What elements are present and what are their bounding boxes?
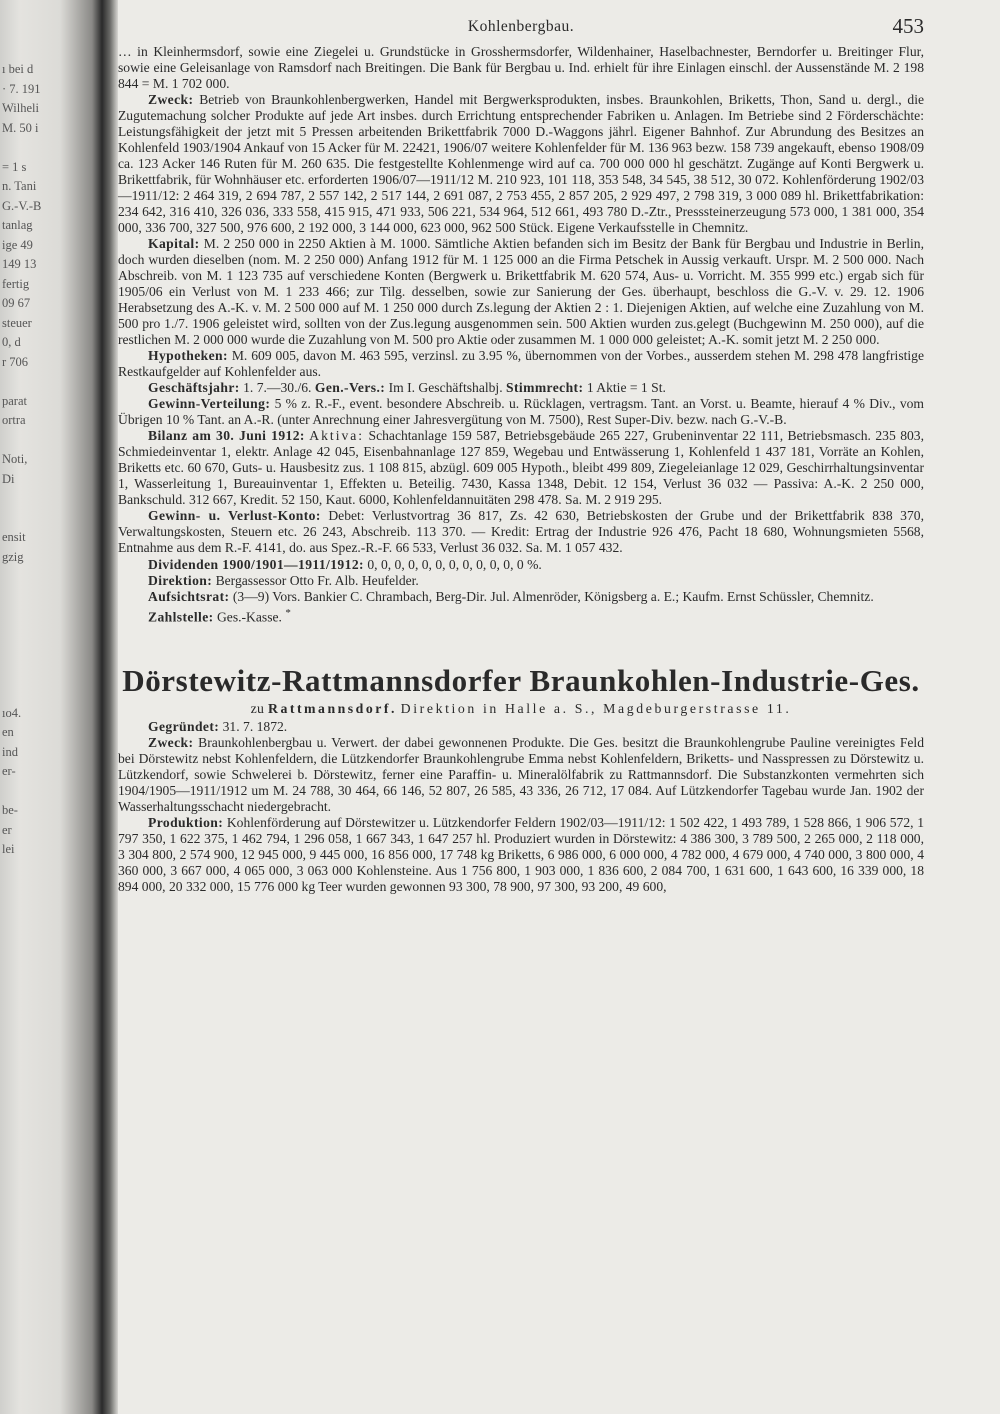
left-fragment-34: en bbox=[2, 725, 14, 739]
hypotheken-paragraph: Hypotheken: M. 609 005, davon M. 463 595, verzinsl. zu 3.95 %, übernommen von der Vorbes., ausserdem stehen M. 298 478 langfristige Restkaufgelder auf Kohlenfelder aus. bbox=[118, 348, 924, 380]
previous-page-fragments bbox=[2, 60, 68, 860]
page-number: 453 bbox=[892, 14, 924, 38]
left-fragment-6: n. Tani bbox=[2, 179, 37, 193]
left-fragment-25: gzig bbox=[2, 549, 24, 564]
left-fragment-15: r 706 bbox=[2, 354, 29, 369]
left-fragment-18: ortra bbox=[2, 413, 26, 427]
left-fragment-10: 149 13 bbox=[2, 257, 37, 271]
aufsichtsrat-paragraph: Aufsichtsrat: (3—9) Vors. Bankier C. Chrambach, Berg-Dir. Jul. Almenröder, Königsberg a. E.; Kaufm. Ernst Schüssler, Chemnitz. bbox=[148, 588, 874, 604]
geschaeftsjahr-paragraph: Geschäftsjahr: 1. 7.—30./6. Gen.-Vers.: Im I. Geschäftshalbj. Stimmrecht: 1 Aktie = 1 St. bbox=[148, 380, 666, 396]
left-fragment-38: be- bbox=[2, 803, 18, 817]
left-fragment-22 bbox=[2, 489, 68, 509]
left-fragment-30 bbox=[2, 645, 68, 665]
dividenden-paragraph: Dividenden 1900/1901—1911/1912: 0, 0, 0, 0, 0, 0, 0, 0, 0, 0, 0, 0 %. bbox=[148, 556, 542, 572]
left-fragment-20: Noti, bbox=[2, 452, 28, 466]
left-fragment-5: = 1 s bbox=[2, 159, 27, 174]
left-fragment-29 bbox=[2, 626, 68, 646]
gewinn-verteilung-paragraph: Gewinn-Verteilung: 5 % z. R.-F., event. besondere Abschreib. u. Rücklagen, vertragsm. Tant. an Vorst. u. Beamte, hierauf 4 % Div., vom Übrigen 10 % Tant. an A.-R. (unter Anrechnung einer Jahresvergütung von M. 7500), Rest Super-Div. bezw. nach G.-V.-B. bbox=[118, 396, 924, 428]
left-fragment-21: Di bbox=[2, 471, 15, 486]
left-fragment-11: fertig bbox=[2, 276, 30, 291]
left-fragment-2: Wilheli bbox=[2, 101, 39, 115]
left-fragment-39: er bbox=[2, 822, 12, 837]
left-fragment-12: 09 67 bbox=[2, 296, 31, 310]
running-title: Kohlenbergbau. bbox=[467, 18, 575, 35]
left-fragment-40: lei bbox=[2, 842, 15, 856]
left-fragment-8: tanlag bbox=[2, 218, 33, 232]
left-fragment-4 bbox=[2, 138, 68, 158]
left-fragment-7: G.-V.-B bbox=[2, 198, 42, 213]
asterisk-mark: * bbox=[285, 606, 291, 619]
bilanz-paragraph: Bilanz am 30. Juni 1912: Aktiva: Schachtanlage 159 587, Betriebsgebäude 265 227, Grubeninventar 22 111, Betriebsmasch. 235 803, Schmiedeinventar 1, elektr. Anlage 42 045, Eisenbahnanlage 127 859, Wegebau und Entwässerung 1, Kohlenfeld 1 437 181, Vorräte an Kohlen, Briketts etc. 60 670, Guts- u. Hausbesitz zus. 1 108 815, abzügl. 609 005 Hypoth., bleibt 499 809, Ziegeleianlage 12 029, Geschirrhaltungsinventar 1, Wasserleitung 1, Bureauinventar 1, Effekten u. Beteilig. 7430, Kassa 1348, Debit. 12 154, Verlust 36 032 — Passiva: A.-K. 2 250 000, Bankschuld. 312 667, Kredit. 52 150, Kaut. 6000, Kohlenfeldannuitäten 298 478. Sa. M. 2 919 295. bbox=[118, 428, 924, 508]
gegruendet-paragraph: Gegründet: 31. 7. 1872. bbox=[148, 719, 288, 735]
left-fragment-3: M. 50 i bbox=[2, 120, 39, 135]
left-fragment-26 bbox=[2, 567, 68, 587]
left-fragment-13: steuer bbox=[2, 315, 32, 330]
produktion-paragraph: Produktion: Kohlenförderung auf Dörstewitzer u. Lützkendorfer Feldern 1902/03—1911/12: 1 502 422, 1 493 789, 1 528 866, 1 906 572, 1 797 350, 1 622 375, 1 462 794, 1 296 058, 1 667 343, 1 647 257 hl. Produziert wurden in Dörstewitz: 4 386 300, 3 789 500, 2 265 000, 2 118 000, 3 304 800, 2 574 900, 12 945 000, 9 445 000, 16 856 000, 17 748 kg Briketts, 6 986 000, 6 000 000, 4 782 000, 4 679 000, 4 740 000, 3 800 000, 4 360 000, 3 667 000, 4 065 000, 3 063 000 Kohlensteine. Aus 1 756 800, 1 903 000, 1 836 600, 2 084 700, 1 631 600, 1 643 600, 16 339 000, 18 894 000, 20 332 000, 15 776 000 kg Teer wurden gewonnen 93 300, 78 900, 97 300, 93 200, 49 600, bbox=[118, 815, 924, 895]
left-fragment-31 bbox=[2, 665, 68, 685]
left-fragment-9: ige 49 bbox=[2, 237, 33, 252]
company-zweck-paragraph: Zweck: Braunkohlenbergbau u. Verwert. der dabei gewonnenen Produkte. Die Ges. besitzt die Braunkohlengrube Pauline vereinigtes Feld bei Dörstewitz nebst Kohlenfeldern, die Lützkendorfer Braunkohlengrube Emma nebst Kohlenfeldern, Briketts- und Nasspressen zu Dörstewitz u. Lützkendorf, sowie Schwelerei b. Dörstewitz, ferner eine Paraffin- u. Mineralölfabrik zu Rattmannsdorf. Die Substanzkonten vermehrten sich 1904/1905—1911/1912 um M. 24 788, 30 464, 66 146, 52 807, 26 585, 43 336, 26 712, 17 084. Auf Lützkendorfer Tagebau wurde Jan. 1902 der Wasserhaltungsschacht niedergebracht. bbox=[118, 735, 924, 815]
left-fragment-33: ıo4. bbox=[2, 705, 22, 720]
company-title: Dörstewitz-Rattmannsdorfer Braunkohlen-Industrie-Ges. bbox=[122, 663, 920, 699]
left-fragment-16 bbox=[2, 372, 68, 392]
direktion-paragraph: Direktion: Bergassessor Otto Fr. Alb. Heufelder. bbox=[148, 572, 419, 588]
left-fragment-28 bbox=[2, 606, 68, 626]
left-fragment-27 bbox=[2, 587, 68, 607]
left-fragment-0: ı bei d bbox=[2, 62, 34, 76]
company-entry bbox=[118, 719, 924, 895]
left-fragment-35: ind bbox=[2, 744, 18, 759]
left-fragment-23 bbox=[2, 509, 68, 529]
kapital-paragraph: Kapital: M. 2 250 000 in 2250 Aktien à M. 1000. Sämtliche Aktien befanden sich im Besitz der Bank für Bergbau und Industrie in Berlin, doch wurden dieselben (nom. M. 2 250 000) Anfang 1912 für M. 1 125 000 an die Firma Petschek in Aussig verkauft. Urspr. M. 2 500 000. Nach Abschreib. von M. 1 123 735 auf verschiedene Konten (Bergwerk u. Brikettfabrik M. 620 574, Aus- u. Vorricht. M. 355 999 etc.) ergab sich für 1905/06 ein Verlust von M. 1 233 466; zur Tilg. desselben, sowie zur Sanierung der Ges. überhaupt, beschloss die G.-V. v. 29. 12. 1906 Herabsetzung des A.-K. v. M. 2 500 000 auf M. 1 250 000 durch Zs.legung der Aktien 2 : 1. Diejenigen Aktien, auf welche eine Zuzahlung von M. 500 pro 1./7. 1906 geleistet wird, sollten von der Zus.legung ausgenommen sein. 500 Aktien wurden zus.gelegt (Buchgewinn M. 250 000), auf die restlichen M. 2 000 000 wurde die Zuzahlung von M. 500 pro Aktie oder zusammen M. 1 000 000 geleistet; A.-K. somit jetzt M. 2 250 000. bbox=[118, 236, 924, 348]
property-paragraph: … in Kleinhermsdorf, sowie eine Ziegelei u. Grundstücke in Grosshermsdorfer, Wildenhainer, Haselbachnester, Berndorfer u. Breitinger Flur, sowie eine Geleisanlage von Ramsdorf nach Breitingen. Die Bank für Bergbau u. Ind. erhielt für ihre Einlagen einschl. der Aussenstände M. 2 198 844 = M. 1 702 000. bbox=[118, 44, 924, 92]
left-fragment-19 bbox=[2, 431, 68, 451]
left-fragment-1: · 7. 191 bbox=[2, 81, 41, 96]
left-fragment-17: parat bbox=[2, 393, 27, 408]
zweck-paragraph: Zweck: Betrieb von Braunkohlenbergwerken, Handel mit Bergwerksprodukten, insbes. Braunkohlen, Briketts, Thon, Sand u. dergl., die Zugutemachung solcher Produkte auf jede Art insbes. durch Errichtung entsprechender Fabriken u. Anlagen. Im Betriebe sind 2 Förderschächte: Leistungsfähigkeit der jetzt mit 5 Pressen arbeitenden Brikettfabrik 7000 D.-Waggons jährl. Eigener Bahnhof. Zur Abrundung des Besitzes an Kohlenfeld 1903/1904 Ankauf von 15 Acker für M. 22421, 1906/07 weitere Kohlenfelder für M. 136 963 bezw. 158 739 angekauft, ebenso 1908/09 ca. 123 Acker 146 Ruten für M. 260 635. Die festgestellte Kohlenmenge wird auf ca. 700 000 000 hl geschätzt. Zugänge auf Konti Bergwerk u. Brikettfabrik, für Wohnhäuser etc. erforderten 1906/07—1911/12 M. 210 923, 101 118, 353 548, 34 545, 38 512, 30 072. Kohlenförderung 1902/03—1911/12: 2 464 319, 2 694 787, 2 557 142, 2 517 144, 2 691 087, 2 753 455, 2 857 205, 2 929 497, 2 798 319, 3 000 089 hl. Brikettfabrikation: 234 642, 316 410, 326 036, 333 558, 415 915, 471 933, 506 221, 534 964, 512 661, 493 780 D.-Ztr., Presssteinerzeugung 573 000, 1 381 000, 354 000, 336 700, 327 500, 976 600, 2 192 000, 3 144 000, 623 000, 962 500 Stück. Eigene Verkaufsstelle in Chemnitz. bbox=[118, 92, 925, 236]
page-header bbox=[118, 14, 924, 44]
zahlstelle-paragraph: Zahlstelle: Ges.-Kasse. * bbox=[148, 606, 291, 625]
left-fragment-37 bbox=[2, 782, 68, 802]
document-page bbox=[118, 14, 924, 1404]
left-fragment-36: er- bbox=[2, 764, 16, 778]
left-fragment-32 bbox=[2, 684, 68, 704]
company-place: Rattmannsdorf. bbox=[268, 701, 397, 717]
previous-company-entry bbox=[118, 44, 924, 625]
company-direction-address: Direktion in Halle a. S., Magdeburgerstrasse 11. bbox=[400, 701, 792, 717]
company-subtitle: zu Rattmannsdorf. Direktion in Halle a. S., Magdeburgerstrasse 11. bbox=[250, 701, 792, 717]
left-fragment-24: ensit bbox=[2, 530, 26, 544]
gewinn-verlust-paragraph: Gewinn- u. Verlust-Konto: Debet: Verlustvortrag 36 817, Zs. 42 630, Betriebskosten der Grube und der Brikettfabrik 838 370, Verwaltungskosten, Steuern etc. 26 243, Abschreib. 113 370. — Kredit: Ertrag der Industrie 926 476, Pacht 18 680, Wohnungsmieten 5568, Entnahme aus dem R.-F. 4141, do. aus Spez.-R.-F. 66 533, Verlust 36 032. Sa. M. 1 057 432. bbox=[118, 508, 924, 556]
left-fragment-14: 0, d bbox=[2, 335, 21, 349]
